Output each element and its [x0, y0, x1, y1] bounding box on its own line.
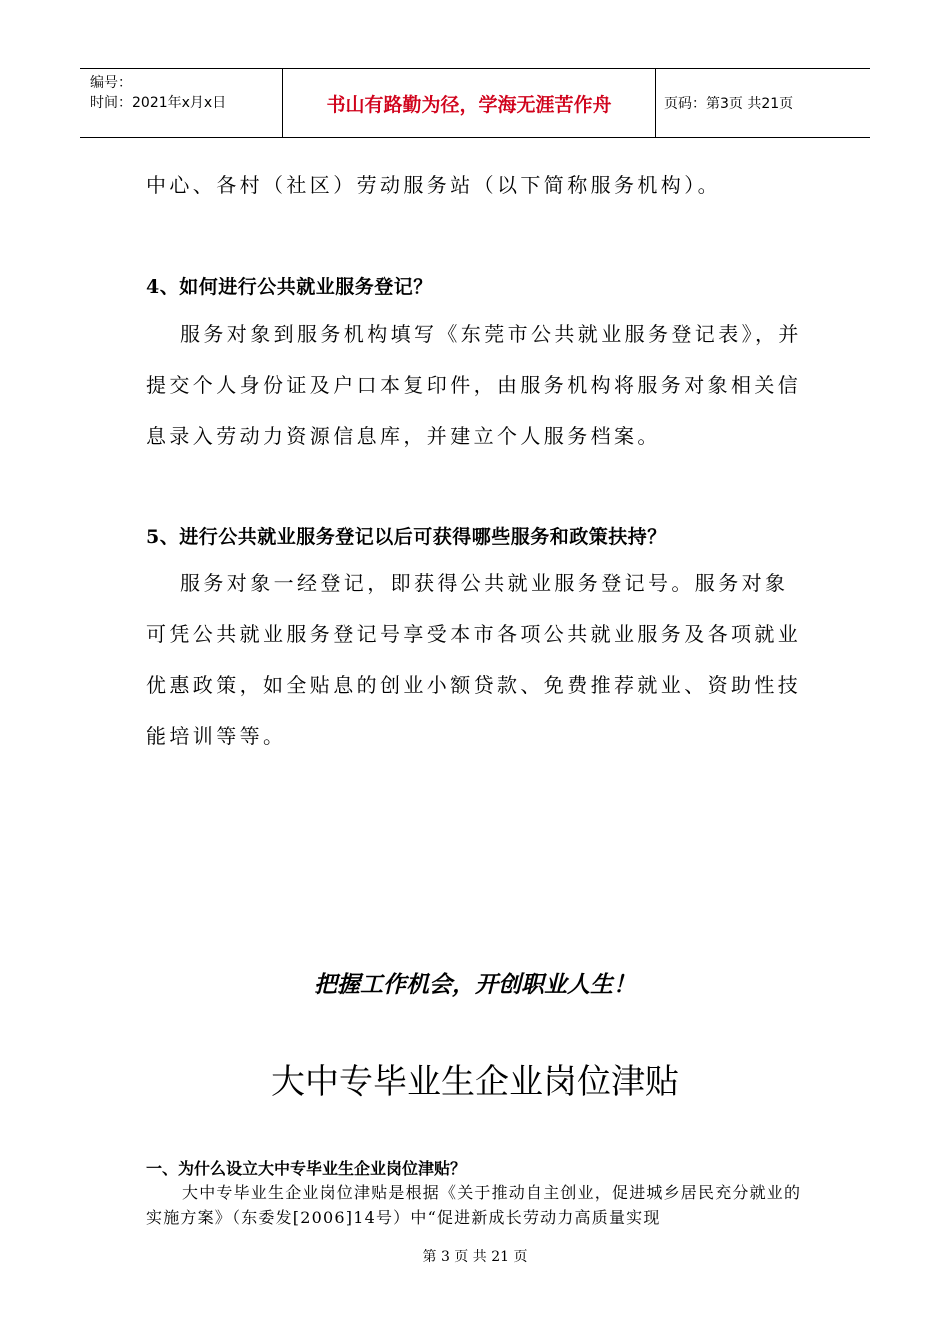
intro-paragraph: 中心、各村（社区）劳动服务站（以下简称服务机构）。 [146, 173, 721, 197]
header-page-info: 页码：第3页 共21页 [664, 96, 794, 112]
q1-heading: 一、为什么设立大中专毕业生企业岗位津贴？ [146, 1159, 467, 1178]
q5-heading: 5、进行公共就业服务登记以后可获得哪些服务和政策扶持？ [146, 526, 667, 548]
header-meta [80, 69, 282, 137]
page-footer: 第 3 页 共 21 页 [422, 1249, 528, 1265]
q5-answer: 服务对象一经登记，即获得公共就业服务登记号。服务对象可凭公共就业服务登记号享受本市各项公共就业服务及各项就业优惠政策，如全贴息的创业小额贷款、免费推荐就业、资助性技能培训等等。 [146, 571, 802, 748]
time-label: 时间：2021年x月x日 [90, 95, 227, 111]
q4-heading: 4、如何进行公共就业服务登记？ [146, 276, 433, 298]
section-title: 大中专毕业生企业岗位津贴 [271, 1062, 679, 1102]
q4-answer: 服务对象到服务机构填写《东莞市公共就业服务登记表》，并提交个人身份证及户口本复印件，由服务机构将服务对象相关信息录入劳动力资源信息库，并建立个人服务档案。 [146, 322, 802, 448]
page-header [80, 68, 870, 138]
number-label: 编号： [90, 75, 132, 91]
slogan: 把握工作机会，开创职业人生！ [314, 972, 636, 998]
header-motto: 书山有路勤为径，学海无涯苦作舟 [282, 69, 656, 137]
q1-answer: 大中专毕业生企业岗位津贴是根据《关于推动自主创业，促进城乡居民充分就业的实施方案》（东委发[2006]14号）中“促进新成长劳动力高质量实现 [146, 1183, 802, 1227]
